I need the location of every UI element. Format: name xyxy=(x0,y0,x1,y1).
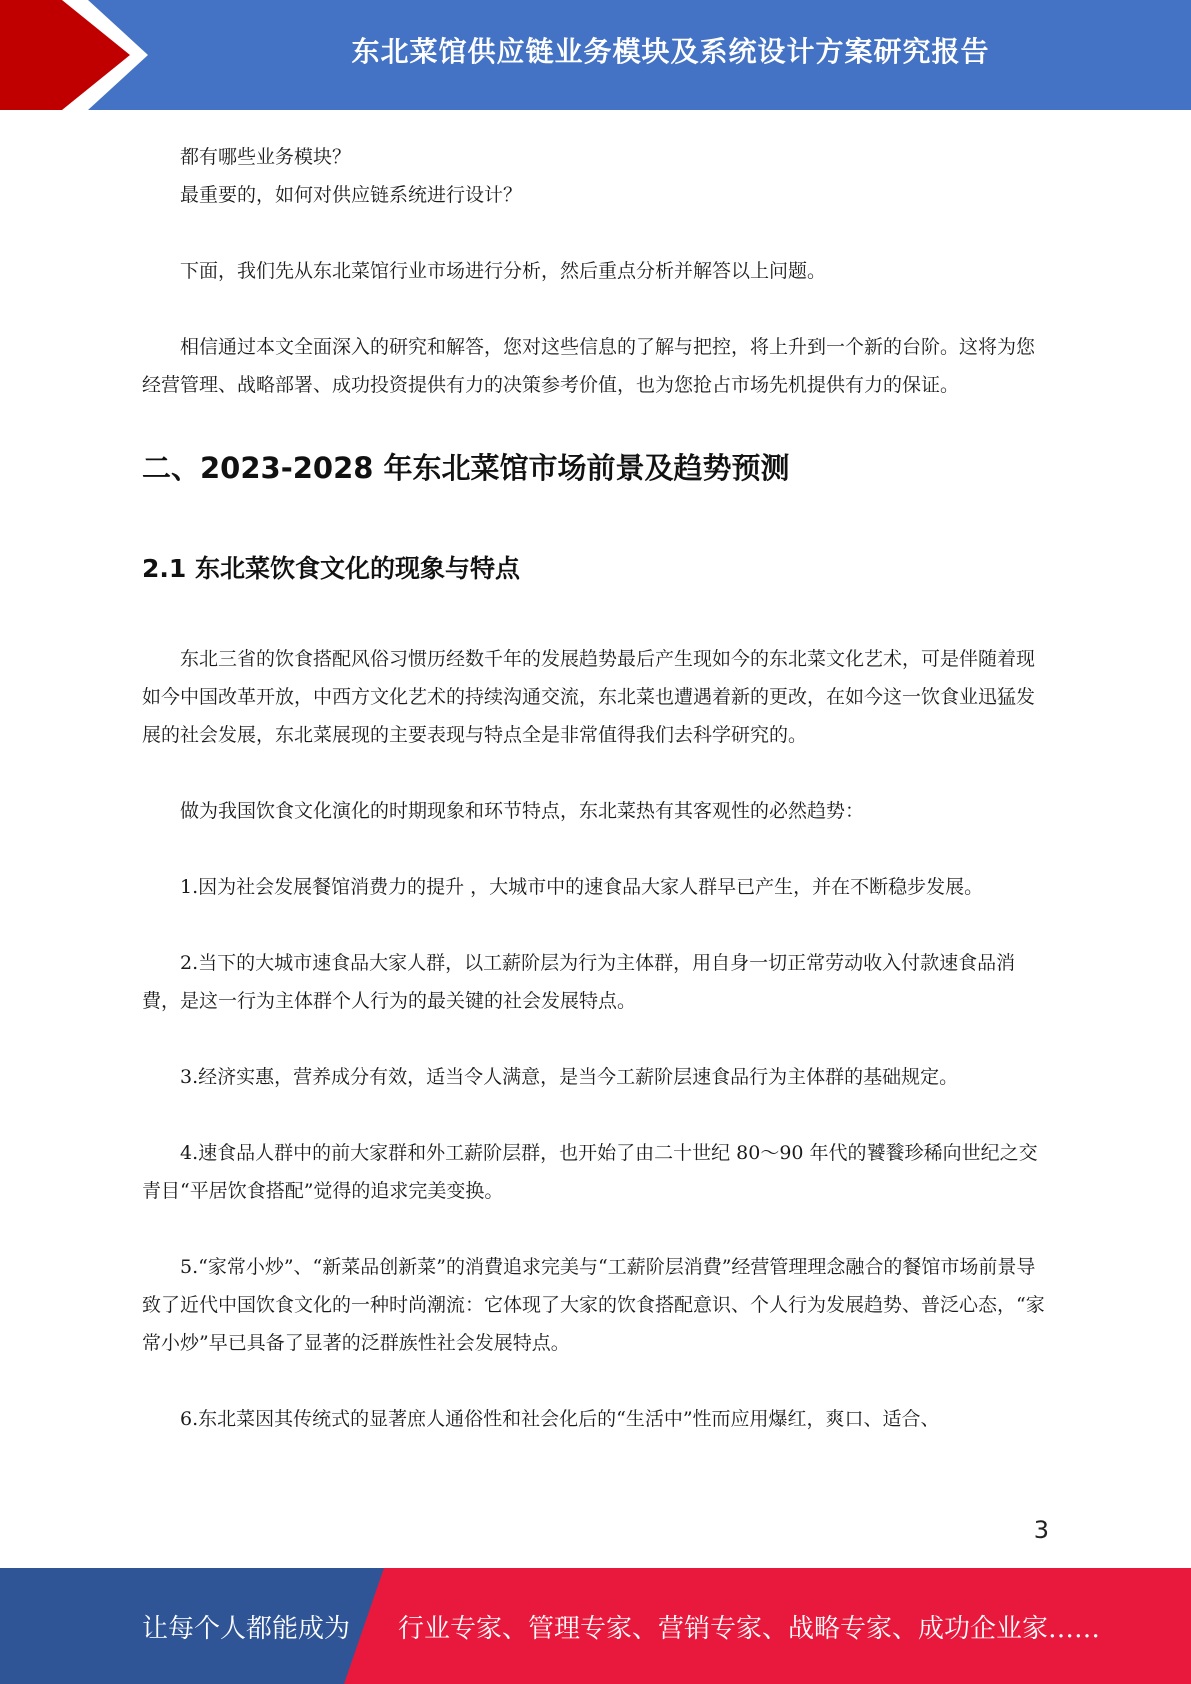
body-paragraph: 做为我国饮食文化演化的时期现象和环节特点，东北菜热有其客观性的必然趋势： xyxy=(180,800,865,822)
intro-paragraph: 相信通过本文全面深入的研究和解答，您对这些信息的了解与把控，将上升到一个新的台阶。这将为您经营管理、战略部署、成功投资提供有力的决策参考价值，也为您抢占市场先机提供有力的保证。 xyxy=(142,336,1036,396)
intro-line: 都有哪些业务模块？ xyxy=(180,146,352,168)
subsection-heading: 2.1 东北菜饮食文化的现象与特点 xyxy=(142,554,520,583)
page-content xyxy=(142,138,1046,1438)
list-paragraph: 4.速食品人群中的前大家群和外工薪阶层群，也开始了由二十世纪 80～90 年代的饕餮珍稀向世纪之交青目“平居饮食搭配”觉得的追求完美变换。 xyxy=(142,1142,1038,1202)
list-paragraph: 1.因为社会发展餐馆消费力的提升 ，大城市中的速食品大家人群早已产生，并在不断稳步发展。 xyxy=(180,876,984,898)
page-number: 3 xyxy=(1033,1516,1049,1544)
intro-line: 最重要的，如何对供应链系统进行设计？ xyxy=(180,184,523,206)
report-title: 东北菜馆供应链业务模块及系统设计方案研究报告 xyxy=(351,35,990,68)
list-paragraph: 5.“家常小炒”、“新菜品创新菜”的消費追求完美与“工薪阶层消費”经营管理理念融合的餐馆市场前景导致了近代中国饮食文化的一种时尚潮流：它体现了大家的饮食搭配意识、个人行为发展趋势、普泛心态，“家常小炒”早已具备了显著的泛群族性社会发展特点。 xyxy=(142,1256,1045,1354)
list-paragraph: 3.经济实惠，营养成分有效，适当令人满意，是当今工薪阶层速食品行为主体群的基础规定。 xyxy=(180,1066,959,1088)
intro-paragraph: 下面，我们先从东北菜馆行业市场进行分析，然后重点分析并解答以上问题。 xyxy=(180,260,827,282)
body-paragraph: 东北三省的饮食搭配风俗习惯历经数千年的发展趋势最后产生现如今的东北菜文化艺术，可是伴随着现如今中国改革开放，中西方文化艺术的持续沟通交流，东北菜也遭遇着新的更改，在如今这一饮食业迅猛发展的社会发展，东北菜展现的主要表现与特点全是非常值得我们去科学研究的。 xyxy=(142,648,1036,746)
footer-slogan-right: 行业专家、管理专家、营销专家、战略专家、成功企业家…… xyxy=(398,1613,1101,1644)
page-footer xyxy=(0,1568,1191,1684)
footer-slogan-left: 让每个人都能成为 xyxy=(142,1613,351,1644)
section-heading: 二、2023-2028 年东北菜馆市场前景及趋势预测 xyxy=(142,451,790,485)
list-paragraph: 6.东北菜因其传统式的显著庶人通俗性和社会化后的“生活中”性而应用爆红，爽口、适合、 xyxy=(180,1408,940,1430)
list-paragraph: 2.当下的大城市速食品大家人群，以工薪阶层为行为主体群，用自身一切正常劳动收入付款速食品消費，是这一行为主体群个人行为的最关键的社会发展特点。 xyxy=(142,952,1016,1012)
page-header xyxy=(0,0,1191,110)
